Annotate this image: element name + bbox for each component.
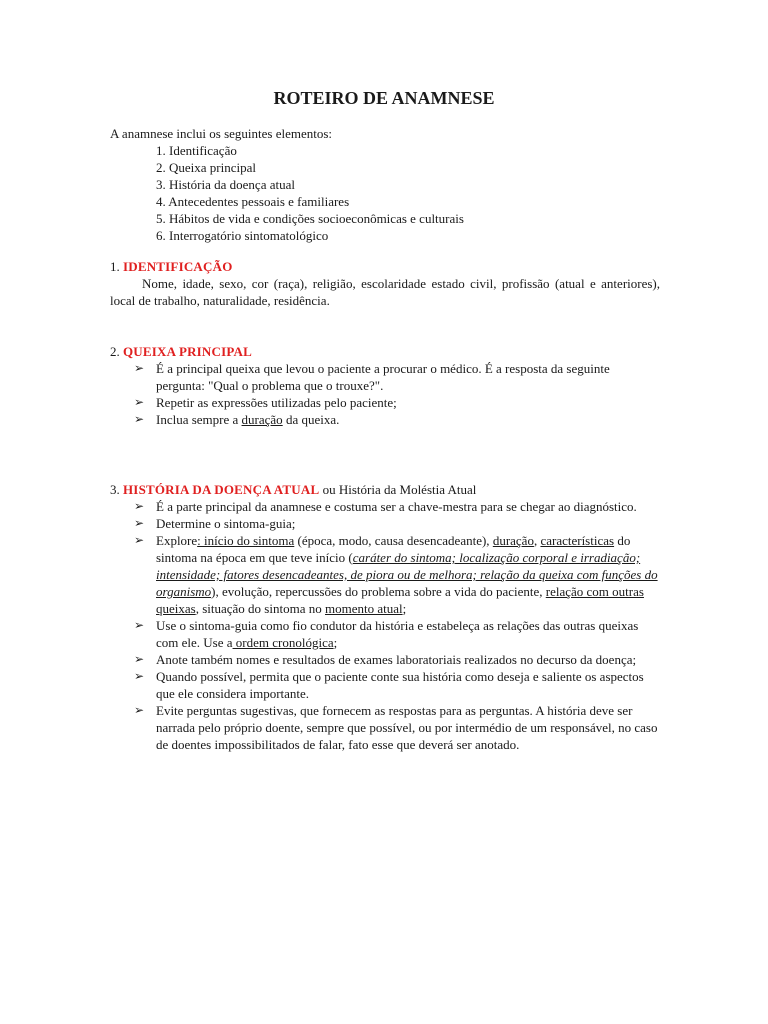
list-item: 3. História da doença atual (156, 177, 295, 192)
list-item: 2. Queixa principal (156, 160, 256, 175)
list-item (110, 360, 660, 394)
underlined-text: : início do sintoma (197, 533, 295, 548)
item-text: ; (333, 635, 338, 650)
item-text: Anote também nomes e resultados de exames laboratoriais realizados no decurso da doença; (156, 652, 637, 667)
item-text: (época, modo, causa desencadeante), (294, 533, 493, 548)
arrow-bullet-icon: ➢ (134, 533, 145, 547)
item-text: É a principal queixa que levou o paciente a procurar o médico. É a resposta da seguinte pergunta: "Qual o problema que o trouxe?". (156, 361, 610, 393)
item-text: Repetir as expressões utilizadas pelo paciente; (156, 395, 397, 410)
arrow-bullet-icon: ➢ (134, 361, 145, 375)
item-text: Inclua sempre a (156, 412, 242, 427)
section-heading (110, 343, 660, 360)
section-historia-doenca-atual (110, 481, 660, 753)
list-item: 1. Identificação (156, 143, 237, 158)
item-text: ; (402, 601, 407, 616)
item-text: da queixa. (282, 412, 340, 427)
section-paragraph: Nome, idade, sexo, cor (raça), religião, escolaridade estado civil, profissão (atual e anteriores), local de trabalho, naturalidade, residência. (110, 276, 660, 308)
section-heading (110, 481, 660, 498)
list-item (110, 498, 660, 515)
arrow-bullet-icon: ➢ (134, 618, 145, 632)
arrow-bullet-icon: ➢ (134, 499, 145, 513)
arrow-bullet-icon: ➢ (134, 395, 145, 409)
item-text: do sintoma na época em que teve início ( (156, 533, 631, 565)
section-title: HISTÓRIA DA DOENÇA ATUAL (123, 482, 320, 497)
item-text: É a parte principal da anamnese e costuma ser a chave-mestra para se chegar ao diagnóstico. (156, 499, 637, 514)
underlined-italic-text: caráter do sintoma; localização corporal e irradiação; intensidade; fatores desencadeantes, de piora ou de melhora; relação da queixa com funções do organismo (156, 550, 658, 599)
bullet-list (110, 360, 660, 428)
arrow-bullet-icon: ➢ (134, 669, 145, 683)
section-subtitle: ou História da Moléstia Atual (319, 482, 477, 497)
item-text: , (533, 533, 541, 548)
list-item (110, 411, 660, 428)
underlined-text: duração (241, 412, 283, 427)
item-text: Evite perguntas sugestivas, que fornecem as respostas para as perguntas. A história deve ser narrada pelo próprio doente, sempre que possível, ou por intermédio de um responsável, no caso de doentes impossibilitados de falar, fato esse que deverá ser anotado. (156, 703, 658, 752)
section-number: 3. (110, 482, 120, 497)
list-item (110, 532, 660, 617)
list-item: 5. Hábitos de vida e condições socioeconômicas e culturais (156, 211, 464, 226)
item-text: Quando possível, permita que o paciente conte sua história como deseja e saliente os aspectos que ele considera importante. (156, 669, 644, 701)
underlined-text: ordem cronológica (232, 635, 334, 650)
list-item (110, 617, 660, 651)
section-number: 1. (110, 259, 120, 274)
underlined-text: relação com outras queixas (156, 584, 644, 616)
elements-list (110, 142, 660, 244)
list-item (110, 394, 660, 411)
section-heading (110, 258, 660, 275)
arrow-bullet-icon: ➢ (134, 516, 145, 530)
arrow-bullet-icon: ➢ (134, 703, 145, 717)
section-title: QUEIXA PRINCIPAL (123, 344, 252, 359)
list-item (110, 515, 660, 532)
item-text: Use o sintoma-guia como fio condutor da história e estabeleça as relações das outras queixas com ele. Use a (156, 618, 639, 650)
intro-section (110, 125, 660, 244)
document-title: ROTEIRO DE ANAMNESE (273, 88, 495, 108)
item-text: , situação do sintoma no (195, 601, 325, 616)
section-number: 2. (110, 344, 120, 359)
list-item (110, 651, 660, 668)
list-item: 4. Antecedentes pessoais e familiares (156, 194, 350, 209)
underlined-text: características (540, 533, 615, 548)
section-title: IDENTIFICAÇÃO (123, 259, 233, 274)
item-text: ), evolução, repercussões do problema sobre a vida do paciente, (211, 584, 546, 599)
list-item: 6. Interrogatório sintomatológico (156, 228, 329, 243)
intro-text: A anamnese inclui os seguintes elementos: (110, 126, 333, 141)
item-text: Determine o sintoma-guia; (156, 516, 296, 531)
arrow-bullet-icon: ➢ (134, 652, 145, 666)
arrow-bullet-icon: ➢ (134, 412, 145, 426)
underlined-text: momento atual (324, 601, 403, 616)
bullet-list (110, 498, 660, 753)
section-queixa-principal (110, 343, 660, 428)
list-item (110, 702, 660, 753)
underlined-text: duração (492, 533, 534, 548)
item-text: Explore (156, 533, 198, 548)
list-item (110, 668, 660, 702)
section-identificacao (110, 258, 660, 309)
